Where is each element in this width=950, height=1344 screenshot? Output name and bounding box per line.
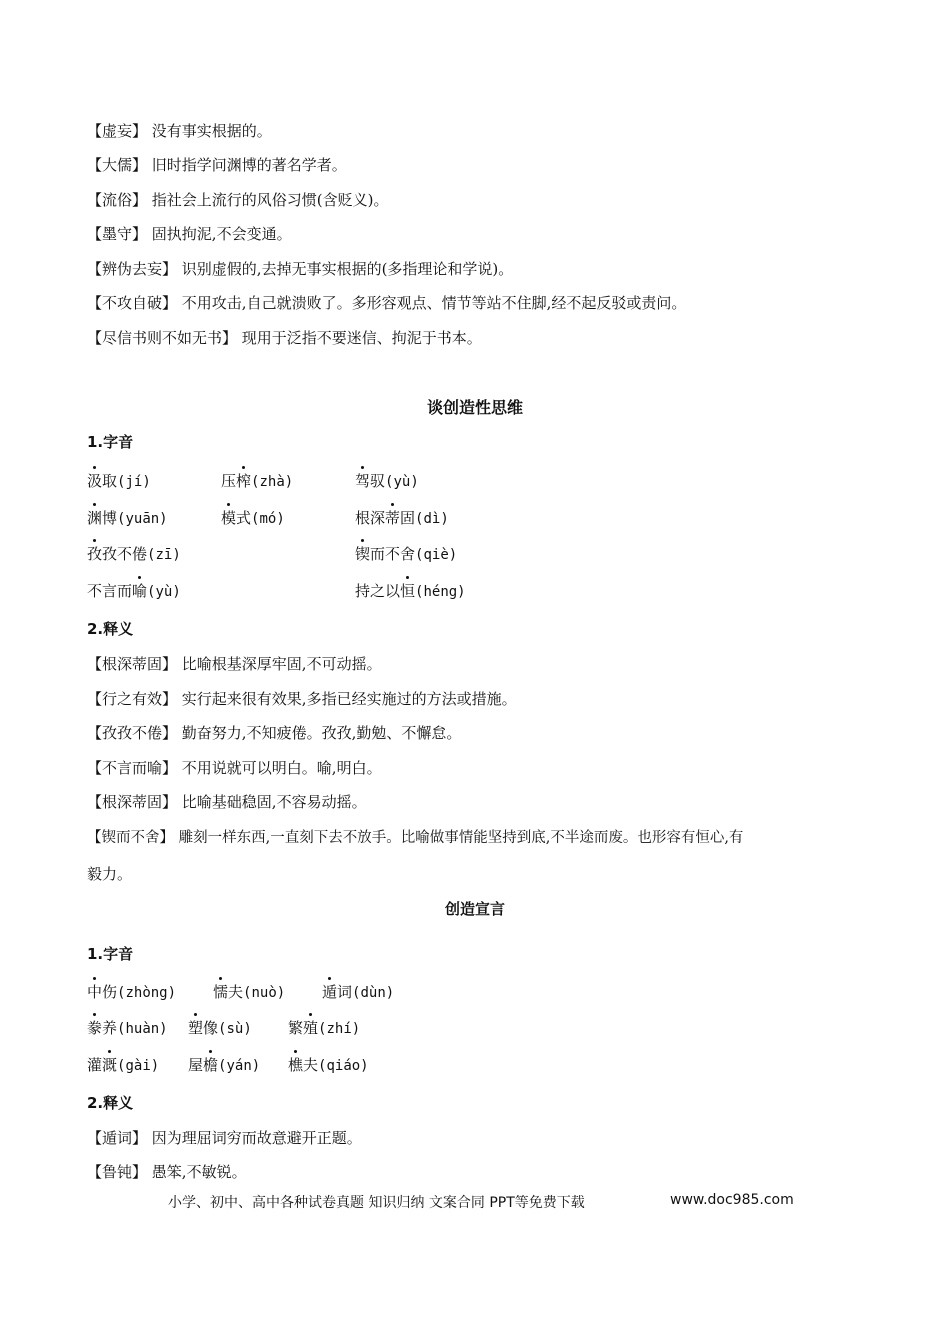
pronunciation-item: 持之以恒(héng)	[355, 582, 466, 600]
definition-line: 【孜孜不倦】 勤奋努力,不知疲倦。孜孜,勤勉、不懈怠。	[87, 724, 462, 742]
definition-line: 【流俗】 指社会上流行的风俗习惯(含贬义)。	[87, 191, 389, 209]
footer-link[interactable]: www.doc985.com	[670, 1192, 794, 1208]
definition-line: 【不攻自破】 不用攻击,自己就溃败了。多形容观点、情节等站不住脚,经不起反驳或责问。	[87, 294, 687, 312]
subheading-pronunciation: 1.字音	[87, 433, 134, 451]
definition-line: 【尽信书则不如无书】 现用于泛指不要迷信、拘泥于书本。	[87, 329, 482, 347]
pronunciation-item: 懦夫(nuò)	[213, 983, 286, 1001]
definition-line: 【行之有效】 实行起来很有效果,多指已经实施过的方法或措施。	[87, 690, 517, 708]
pronunciation-item: 屋檐(yán)	[188, 1056, 261, 1074]
pronunciation-item: 模式(mó)	[221, 509, 285, 527]
pronunciation-item: 繁殖(zhí)	[288, 1019, 361, 1037]
pronunciation-item: 灌溉(gài)	[87, 1056, 160, 1074]
subheading-definitions: 2.释义	[87, 620, 134, 638]
pronunciation-item: 不言而喻(yù)	[87, 582, 181, 600]
definition-line: 【不言而喻】 不用说就可以明白。喻,明白。	[87, 759, 382, 777]
pronunciation-item: 锲而不舍(qiè)	[355, 545, 458, 563]
definition-line: 【鲁钝】 愚笨,不敏锐。	[87, 1163, 247, 1181]
pronunciation-item: 樵夫(qiáo)	[288, 1056, 369, 1074]
footer-text: 小学、初中、高中各种试卷真题 知识归纳 文案合同 PPT等免费下载	[168, 1195, 585, 1211]
pronunciation-item: 压榨(zhà)	[221, 472, 294, 490]
definition-line-continued: 毅力。	[87, 865, 133, 883]
pronunciation-item: 中伤(zhòng)	[87, 983, 177, 1001]
definition-line: 【根深蒂固】 比喻基础稳固,不容易动摇。	[87, 793, 367, 811]
pronunciation-item: 豢养(huàn)	[87, 1019, 168, 1037]
pronunciation-item: 驾驭(yù)	[355, 472, 419, 490]
pronunciation-item: 根深蒂固(dì)	[355, 509, 449, 527]
section-title: 谈创造性思维	[426, 398, 523, 417]
section-title: 创造宣言	[444, 900, 505, 918]
definition-line: 【根深蒂固】 比喻根基深厚牢固,不可动摇。	[87, 655, 382, 673]
definition-line: 【辨伪去妄】 识别虚假的,去掉无事实根据的(多指理论和学说)。	[87, 260, 514, 278]
subheading-pronunciation: 1.字音	[87, 945, 134, 963]
definition-line: 【大儒】 旧时指学问渊博的著名学者。	[87, 156, 347, 174]
pronunciation-item: 渊博(yuān)	[87, 509, 168, 527]
definition-line: 【锲而不舍】 雕刻一样东西,一直刻下去不放手。比喻做事情能坚持到底,不半途而废。也形容有恒心,有	[87, 830, 744, 846]
pronunciation-item: 孜孜不倦(zī)	[87, 545, 181, 563]
pronunciation-item: 遁词(dùn)	[322, 983, 395, 1001]
pronunciation-item: 汲取(jí)	[87, 472, 151, 490]
definition-line: 【墨守】 固执拘泥,不会变通。	[87, 225, 292, 243]
definition-line: 【遁词】 因为理屈词穷而故意避开正题。	[87, 1129, 362, 1147]
pronunciation-item: 塑像(sù)	[188, 1019, 252, 1037]
subheading-definitions: 2.释义	[87, 1094, 134, 1112]
definition-line: 【虚妄】 没有事实根据的。	[87, 122, 272, 140]
